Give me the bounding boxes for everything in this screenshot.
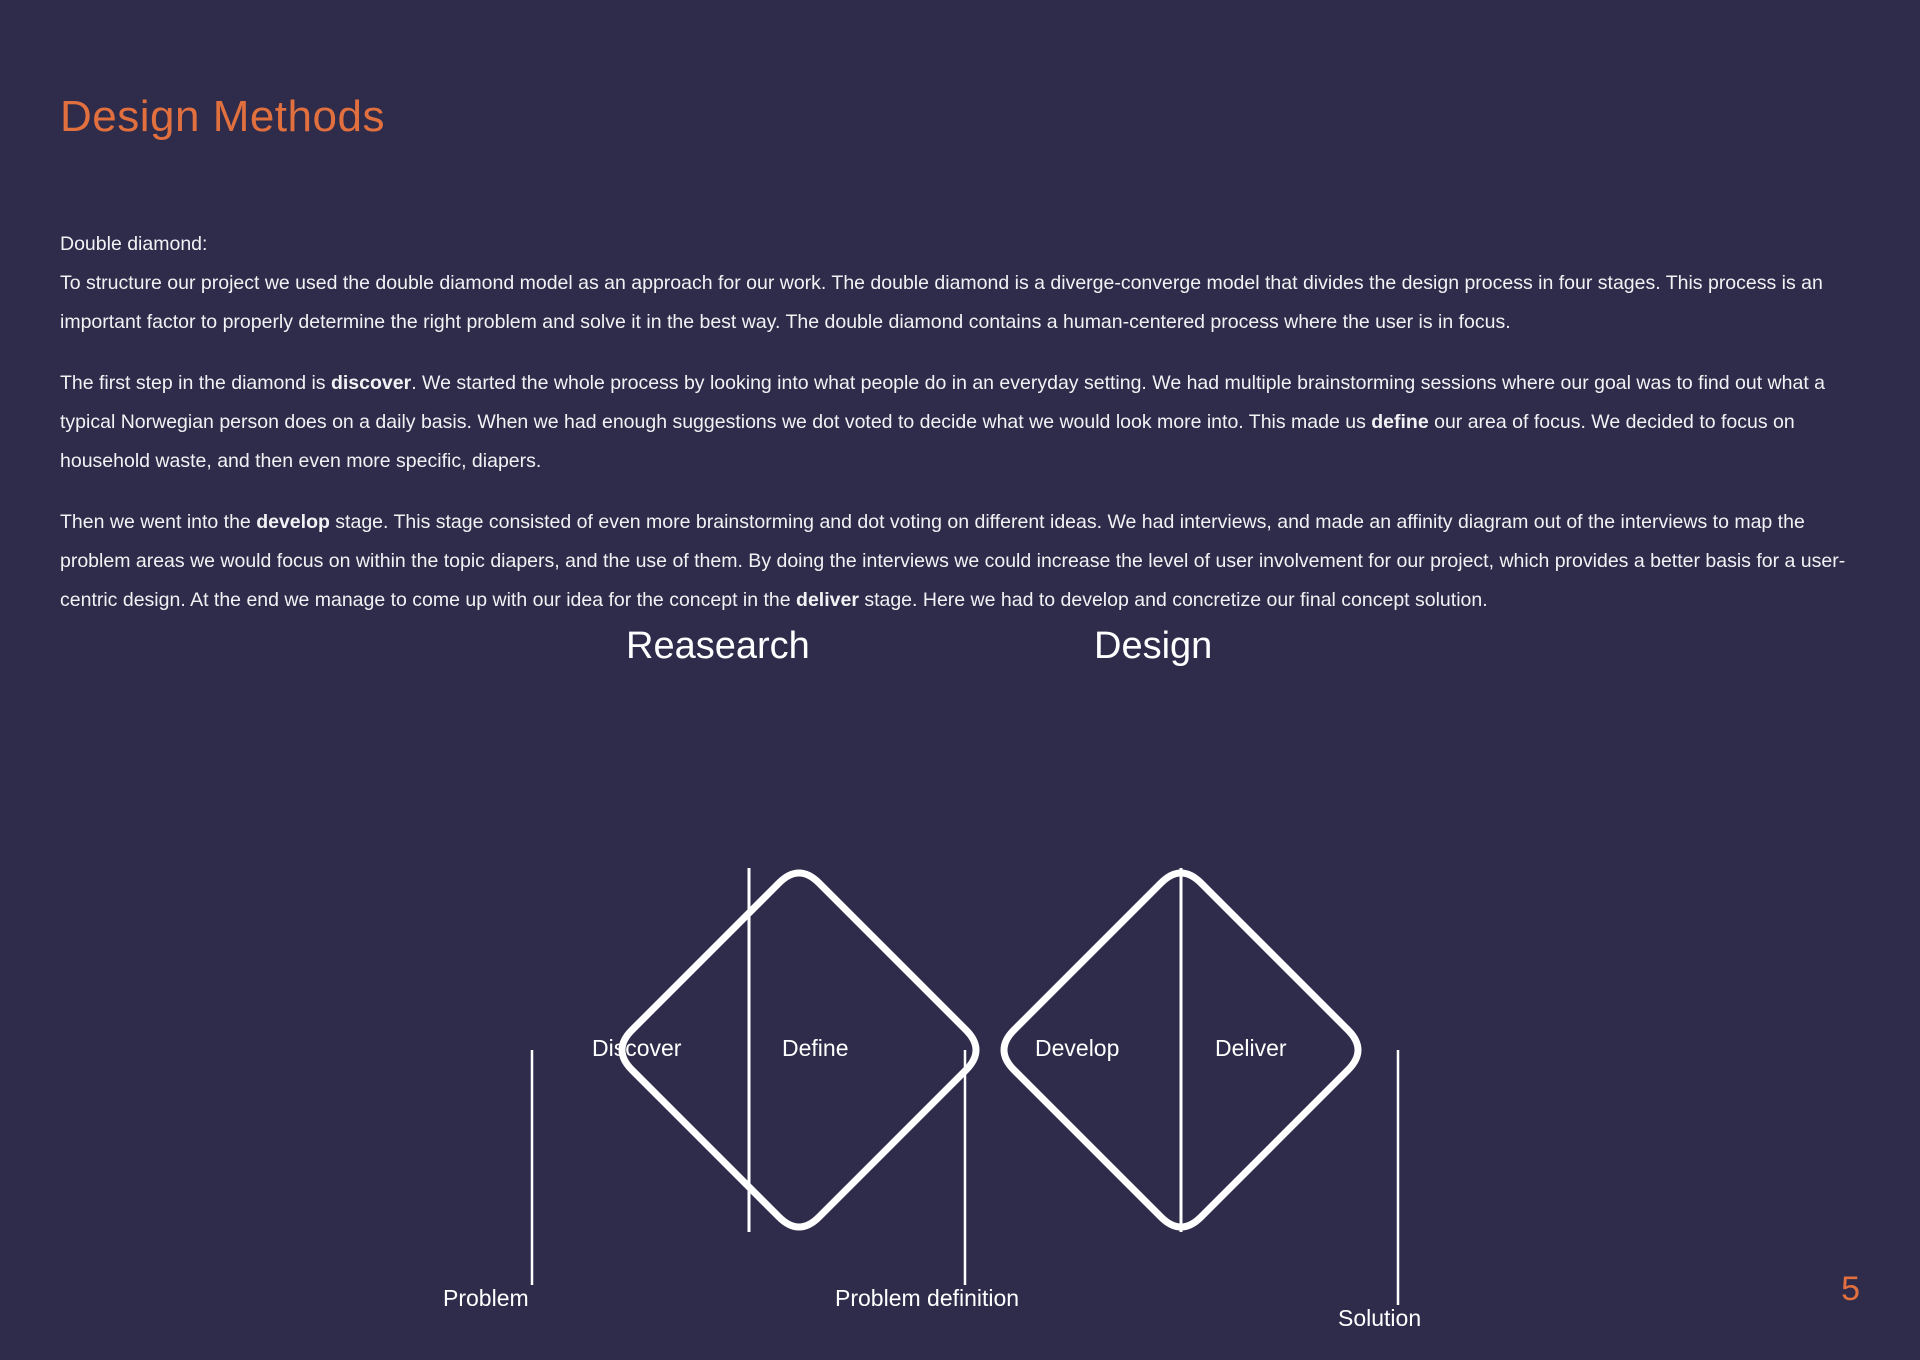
run-text: . We started the whole process by looking into what people do in an everyday setting. We had multiple brainstorming sessions where our goal was to find out what a typical Norwegian person does on a daily basis. When we had enough suggestions we dot voted to decide what we would look more into. This made us: [60, 372, 1826, 433]
double-diamond-diagram: [0, 625, 1920, 1360]
run-bold-deliver: deliver: [796, 589, 859, 611]
paragraph-intro: [60, 225, 1860, 342]
marker-problem: Problem: [443, 1285, 529, 1311]
run-bold-develop: develop: [256, 511, 330, 533]
stage-develop: Develop: [1035, 1035, 1120, 1061]
body-text: [60, 225, 1860, 620]
marker-problem-definition: Problem definition: [835, 1285, 1020, 1311]
run-text: The first step in the diamond is: [60, 372, 331, 394]
intro-lead: Double diamond:: [60, 233, 208, 255]
run-bold-define: define: [1371, 411, 1429, 433]
diamond-shapes: [0, 740, 1920, 1360]
run-text: our area of focus. We decided to focus on household waste, and then even more specific, diapers.: [60, 411, 1795, 472]
run-text: Then we went into the: [60, 511, 257, 533]
page-number: 5: [1841, 1270, 1860, 1308]
run-text: stage. This stage consisted of even more brainstorming and dot voting on different ideas. We had interviews, and made an affinity diagram out of the interviews to map the problem areas we would focus on within the topic diapers, and the use of them. By doing the interviews we could increase the level of user involvement for our project, which provides a better basis for a user-centric design. At the end we manage to come up with our idea for the concept in the: [60, 511, 1846, 611]
stage-define: Define: [782, 1035, 849, 1061]
paragraph-discover-define: [60, 364, 1860, 481]
stage-discover: Discover: [592, 1035, 682, 1061]
intro-body: To structure our project we used the double diamond model as an approach for our work. The double diamond is a diverge-converge model that divides the design process in four stages. This process is an important factor to properly determine the right problem and solve it in the best way. The double diamond contains a human-centered process where the user is in focus.: [60, 272, 1823, 333]
marker-solution: Solution: [1338, 1305, 1422, 1331]
page-title: Design Methods: [60, 92, 385, 141]
paragraph-develop-deliver: [60, 503, 1860, 620]
run-bold-discover: discover: [330, 372, 412, 394]
heading-research: Reasearch: [626, 625, 810, 667]
stage-deliver: Deliver: [1215, 1035, 1287, 1061]
heading-design: Design: [1094, 625, 1213, 667]
run-text: stage. Here we had to develop and concretize our final concept solution.: [858, 589, 1488, 611]
